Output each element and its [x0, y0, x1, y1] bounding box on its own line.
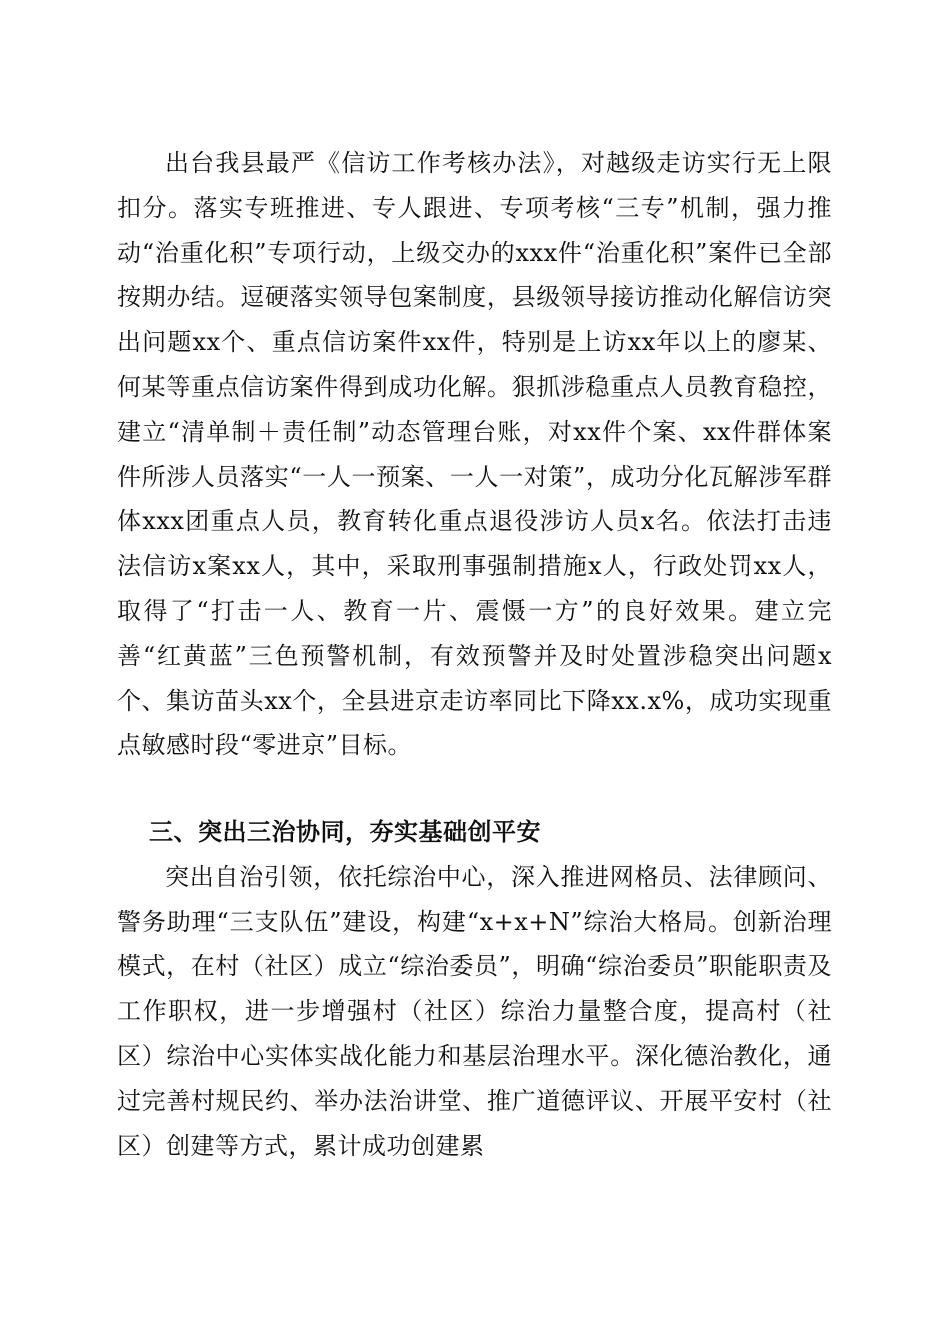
section-heading: 三、突出三治协同，夯实基础创平安	[149, 818, 541, 846]
body-text-block-1	[117, 141, 832, 768]
body-text-block-2	[117, 810, 832, 1168]
paragraph-three-governance: 突出自治引领，依托综治中心，深入推进网格员、法律顾问、警务助理“三支队伍”建设，构建“x+x+N”综治大格局。创新治理模式，在村（社区）成立“综治委员”，明确“综治委员”职能职责及工作职权，进一步增强村（社区）综治力量整合度，提高村（社区）综治中心实体实战化能力和基层治理水平。深化德治教化，通过完善村规民约、举办法治讲堂、推广道德评议、开展平安村（社区）创建等方式，累计成功创建累	[117, 862, 832, 1160]
paragraph-petition-work: 出台我县最严《信访工作考核办法》，对越级走访实行无上限扣分。落实专班推进、专人跟进、专项考核“三专”机制，强力推动“治重化积”专项行动，上级交办的xxx件“治重化积”案件已全部按期办结。逗硬落实领导包案制度，县级领导接访推动化解信访突出问题xx个、重点信访案件xx件，特别是上访xx年以上的廖某、何某等重点信访案件得到成功化解。狠抓涉稳重点人员教育稳控，建立“清单制＋责任制”动态管理台账，对xx件个案、xx件群体案件所涉人员落实“一人一预案、一人一对策”，成功分化瓦解涉军群体xxx团重点人员，教育转化重点退役涉访人员x名。依法打击违法信访x案xx人，其中，采取刑事强制措施x人，行政处罚xx人，取得了“打击一人、教育一片、震慑一方”的良好效果。建立完善“红黄蓝”三色预警机制，有效预警并及时处置涉稳突出问题x个、集访苗头xx个，全县进京走访率同比下降xx.x%，成功实现重点敏感时段“零进京”目标。	[117, 149, 832, 760]
